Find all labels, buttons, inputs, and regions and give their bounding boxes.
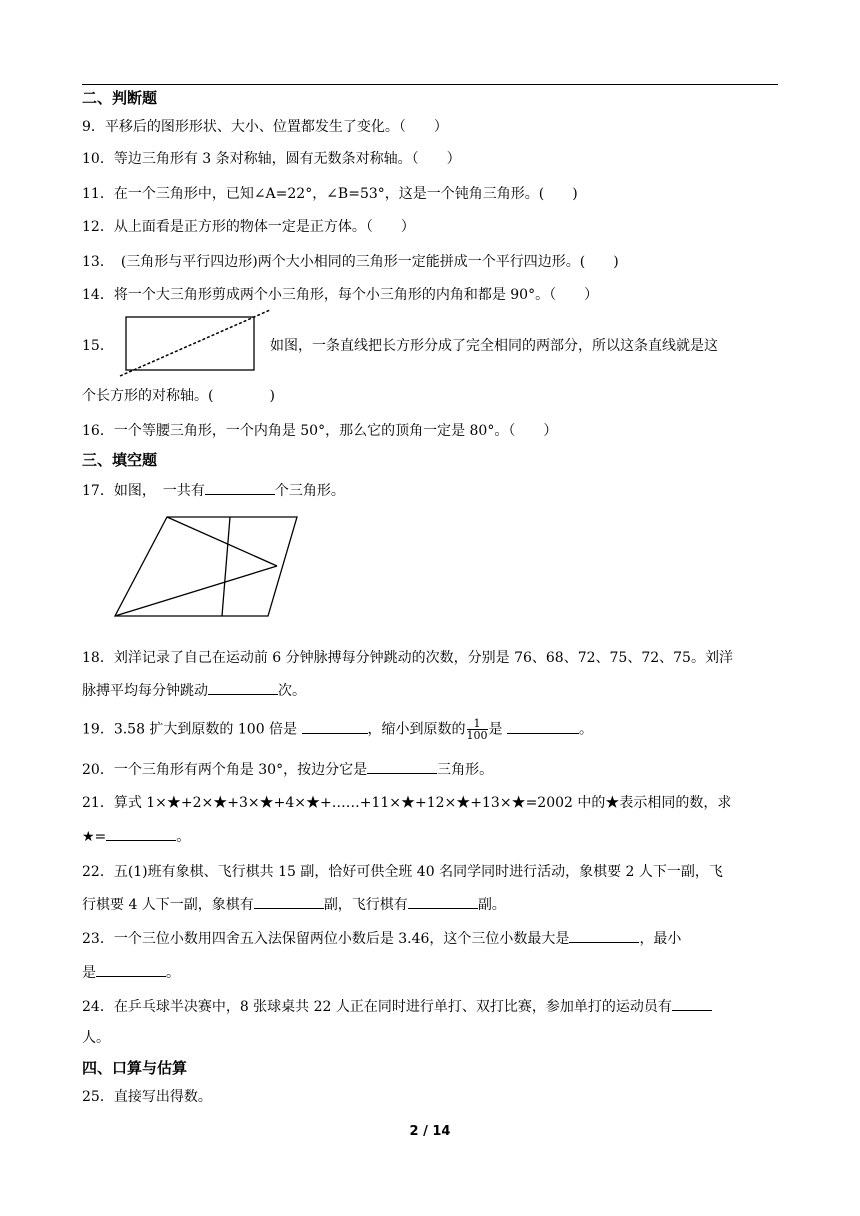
header-rule	[82, 84, 778, 85]
section-heading-calc: 四、口算与估算	[82, 1059, 188, 1077]
answer-blank[interactable]	[367, 759, 437, 774]
question-17	[82, 480, 345, 501]
question-15-text: 如图，一条直线把长方形分成了完全相同的两部分，所以这条直线就是这	[270, 338, 718, 354]
fraction-numerator: 1	[467, 718, 488, 730]
question-18-text: 脉搏平均每分钟跳动	[82, 683, 208, 699]
answer-blank[interactable]	[672, 996, 712, 1011]
answer-blank[interactable]	[106, 826, 176, 841]
question-12: 12．从上面看是正方形的物体一定是正方体。（ ）	[82, 219, 415, 235]
section-heading-judge: 二、判断题	[82, 89, 158, 107]
question-19	[82, 718, 593, 741]
question-25: 25．直接写出得数。	[82, 1089, 212, 1105]
question-23-prefix: 是	[82, 965, 96, 981]
section-heading-fill: 三、填空题	[82, 451, 158, 469]
question-21: 21．算式 1×★+2×★+3×★+4×★+……+11×★+12×★+13×★=2002 中的★表示相同的数，求	[82, 795, 732, 811]
question-17-suffix: 个三角形。	[274, 483, 345, 499]
parallelogram-triangles-figure	[115, 512, 305, 620]
question-24	[82, 996, 712, 1017]
question-14: 14．将一个大三角形剪成两个小三角形，每个小三角形的内角和都是 90°。（ ）	[82, 287, 599, 303]
question-9: 9．平移后的图形形状、大小、位置都发生了变化。（ ）	[82, 119, 448, 135]
question-20-suffix: 三角形。	[437, 762, 494, 778]
question-23	[82, 928, 681, 949]
question-22-suffix: 副。	[477, 897, 506, 913]
answer-blank[interactable]	[569, 928, 639, 943]
question-19-text: 19．3.58 扩大到原数的 100 倍是	[82, 721, 302, 738]
question-15-continued: 个长方形的对称轴。( )	[82, 388, 275, 404]
question-24-continued: 人。	[82, 1030, 110, 1046]
answer-blank[interactable]	[507, 719, 579, 734]
question-21-suffix: 。	[176, 829, 191, 845]
question-19-suffix: 。	[578, 721, 593, 738]
question-11: 11．在一个三角形中，已知∠A=22°，∠B=53°，这是一个钝角三角形。( )	[82, 186, 578, 202]
question-22-middle: 副，飞行棋有	[323, 897, 408, 913]
answer-blank[interactable]	[208, 680, 278, 695]
question-10: 10．等边三角形有 3 条对称轴，圆有无数条对称轴。（ ）	[82, 151, 461, 167]
rectangle-diagonal-figure	[120, 308, 280, 378]
answer-blank[interactable]	[205, 480, 275, 495]
question-13: 13． (三角形与平行四边形)两个大小相同的三角形一定能拼成一个平行四边形。( )	[82, 254, 619, 270]
question-20	[82, 759, 493, 780]
question-21-continued	[82, 826, 190, 847]
answer-blank[interactable]	[408, 894, 478, 909]
question-19-middle: ，缩小到原数的	[367, 721, 466, 738]
question-24-text: 24．在乒乓球半决赛中，8 张球桌共 22 人正在同时进行单打、双打比赛，参加单打的运动员有	[82, 999, 672, 1015]
answer-blank[interactable]	[302, 719, 368, 734]
fraction-denominator: 100	[466, 729, 488, 742]
question-20-text: 20．一个三角形有两个角是 30°，按边分它是	[82, 762, 368, 778]
fraction	[467, 718, 488, 741]
question-23-middle: ，最小	[639, 931, 682, 947]
question-19-after-fraction: 是	[488, 721, 507, 738]
page-number: 2 / 14	[409, 1124, 451, 1139]
question-16: 16．一个等腰三角形，一个内角是 50°，那么它的顶角一定是 80°。（ ）	[82, 423, 558, 439]
question-21-text: ★=	[82, 829, 107, 845]
question-22-text: 行棋要 4 人下一副，象棋有	[82, 897, 254, 913]
answer-blank[interactable]	[96, 962, 166, 977]
answer-blank[interactable]	[254, 894, 324, 909]
question-18-continued	[82, 680, 306, 701]
question-23-suffix: 。	[166, 965, 180, 981]
question-23-continued	[82, 962, 180, 983]
question-22-continued	[82, 894, 506, 915]
question-22: 22．五(1)班有象棋、飞行棋共 15 副，恰好可供全班 40 名同学同时进行活动，象棋要 2 人下一副，飞	[82, 864, 723, 880]
question-18-suffix: 次。	[278, 683, 306, 699]
question-18: 18．刘洋记录了自己在运动前 6 分钟脉搏每分钟跳动的次数，分别是 76、68、72、75、72、75。刘洋	[82, 650, 733, 666]
question-15-number: 15．	[82, 338, 114, 354]
question-23-text: 23．一个三位小数用四舍五入法保留两位小数后是 3.46，这个三位小数最大是	[82, 931, 570, 947]
question-17-text: 17．如图， 一共有	[82, 483, 205, 499]
